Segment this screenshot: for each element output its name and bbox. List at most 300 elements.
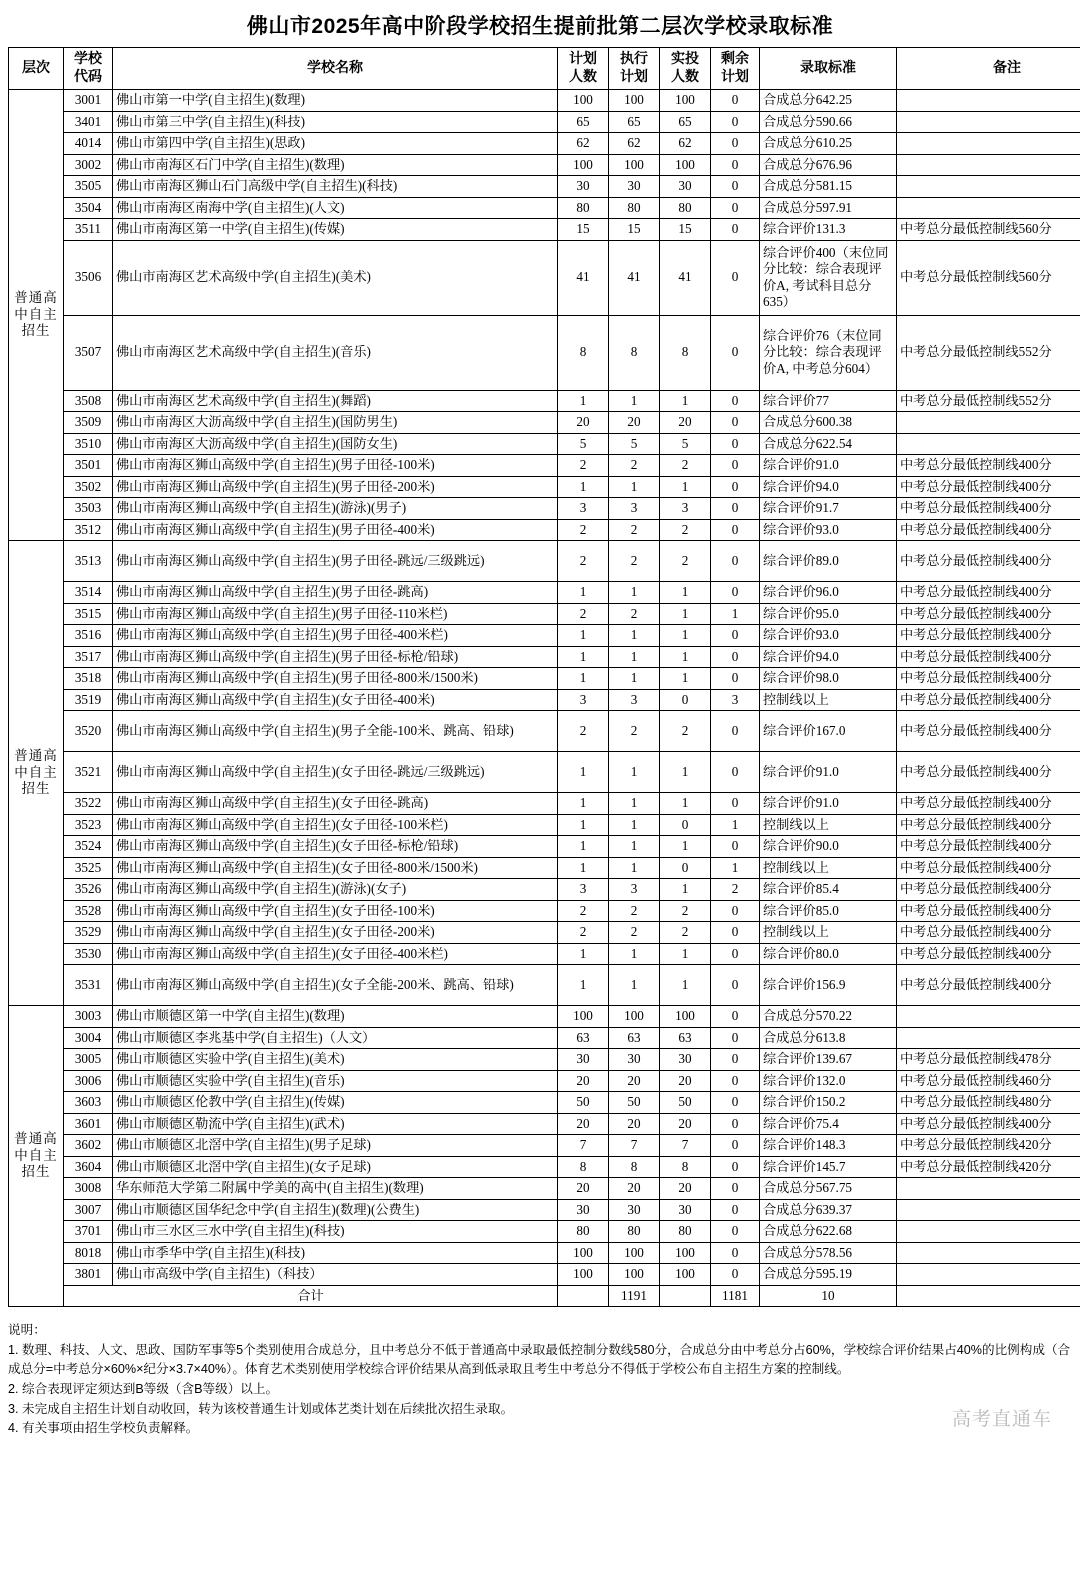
school-code: 3512 <box>64 519 113 541</box>
plan-count: 1 <box>558 814 609 836</box>
plan-count: 100 <box>558 1242 609 1264</box>
row-note: 中考总分最低控制线400分 <box>897 814 1080 836</box>
school-name: 佛山市南海区艺术高级中学(自主招生)(音乐) <box>113 315 558 390</box>
admission-standard: 合成总分622.68 <box>760 1221 897 1243</box>
row-note <box>897 1027 1080 1049</box>
exec-count: 100 <box>609 1242 660 1264</box>
plan-count: 63 <box>558 1027 609 1049</box>
total-label: 合计 <box>64 1285 558 1307</box>
school-name: 佛山市第四中学(自主招生)(思政) <box>113 133 558 155</box>
left-count: 0 <box>711 1242 760 1264</box>
header-real-line2: 人数 <box>671 69 699 85</box>
header-code-line1: 学校 <box>74 52 102 67</box>
note-item: 4. 有关事项由招生学校负责解释。 <box>8 1421 199 1436</box>
left-count: 0 <box>711 498 760 520</box>
school-code: 3501 <box>64 455 113 477</box>
admission-standard: 综合评价167.0 <box>760 711 897 752</box>
table-row <box>9 1070 1080 1092</box>
plan-count: 1 <box>558 965 609 1006</box>
school-code: 4014 <box>64 133 113 155</box>
table-row <box>9 240 1080 315</box>
plan-count: 1 <box>558 476 609 498</box>
real-count: 2 <box>660 455 711 477</box>
table-row <box>9 836 1080 858</box>
admission-standard: 控制线以上 <box>760 814 897 836</box>
table-row <box>9 646 1080 668</box>
left-count: 3 <box>711 689 760 711</box>
plan-count: 100 <box>558 1006 609 1028</box>
admission-standard: 综合评价85.0 <box>760 900 897 922</box>
exec-count: 7 <box>609 1135 660 1157</box>
school-code: 3504 <box>64 197 113 219</box>
left-count: 2 <box>711 879 760 901</box>
left-count: 0 <box>711 541 760 582</box>
header-left-line2: 计划 <box>721 69 749 85</box>
real-count: 1 <box>660 836 711 858</box>
real-count: 8 <box>660 315 711 390</box>
row-note: 中考总分最低控制线400分 <box>897 836 1080 858</box>
tier-group-label: 普通高中自主招生 <box>9 541 64 1006</box>
real-count: 1 <box>660 668 711 690</box>
school-name: 佛山市南海区狮山石门高级中学(自主招生)(科技) <box>113 176 558 198</box>
row-note <box>897 1199 1080 1221</box>
admission-standard: 合成总分595.19 <box>760 1264 897 1286</box>
school-name: 佛山市南海区狮山高级中学(自主招生)(游泳)(男子) <box>113 498 558 520</box>
real-count: 41 <box>660 240 711 315</box>
exec-count: 2 <box>609 922 660 944</box>
header-exec-line2: 计划 <box>620 69 648 85</box>
admission-standard: 合成总分567.75 <box>760 1178 897 1200</box>
admission-standard: 合成总分590.66 <box>760 111 897 133</box>
exec-count: 30 <box>609 1199 660 1221</box>
left-count: 0 <box>711 1027 760 1049</box>
row-note: 中考总分最低控制线400分 <box>897 519 1080 541</box>
exec-count: 1 <box>609 836 660 858</box>
tier-group-label: 普通高中自主招生 <box>9 90 64 541</box>
row-note <box>897 1006 1080 1028</box>
school-name: 佛山市南海区狮山高级中学(自主招生)(男子田径-400米) <box>113 519 558 541</box>
real-count: 15 <box>660 219 711 241</box>
exec-count: 63 <box>609 1027 660 1049</box>
table-row <box>9 1242 1080 1264</box>
row-note: 中考总分最低控制线400分 <box>897 965 1080 1006</box>
table-row <box>9 1199 1080 1221</box>
real-count: 0 <box>660 689 711 711</box>
school-code: 3601 <box>64 1113 113 1135</box>
left-count: 0 <box>711 1049 760 1071</box>
exec-count: 30 <box>609 176 660 198</box>
row-note: 中考总分最低控制线480分 <box>897 1092 1080 1114</box>
real-count: 80 <box>660 1221 711 1243</box>
real-count: 0 <box>660 857 711 879</box>
left-count: 0 <box>711 922 760 944</box>
table-row <box>9 1135 1080 1157</box>
school-code: 3510 <box>64 433 113 455</box>
plan-count: 2 <box>558 922 609 944</box>
admission-standard: 控制线以上 <box>760 689 897 711</box>
left-count: 0 <box>711 625 760 647</box>
admission-standard: 综合评价400（末位同分比较：综合表现评价A, 考试科目总分635） <box>760 240 897 315</box>
header-row <box>9 48 1080 90</box>
school-name: 佛山市顺德区伦教中学(自主招生)(传媒) <box>113 1092 558 1114</box>
admission-standard: 控制线以上 <box>760 857 897 879</box>
exec-count: 2 <box>609 541 660 582</box>
table-row <box>9 455 1080 477</box>
row-note <box>897 133 1080 155</box>
real-count: 65 <box>660 111 711 133</box>
row-note: 中考总分最低控制线400分 <box>897 498 1080 520</box>
plan-count: 80 <box>558 197 609 219</box>
real-count: 30 <box>660 1049 711 1071</box>
total-standard <box>897 1285 1080 1307</box>
exec-count: 30 <box>609 1049 660 1071</box>
plan-count: 30 <box>558 1049 609 1071</box>
left-count: 0 <box>711 1092 760 1114</box>
total-left: 10 <box>760 1285 897 1307</box>
plan-count: 20 <box>558 1178 609 1200</box>
school-code: 3526 <box>64 879 113 901</box>
row-note: 中考总分最低控制线560分 <box>897 219 1080 241</box>
table-row <box>9 1006 1080 1028</box>
plan-count: 2 <box>558 711 609 752</box>
admission-standard: 合成总分570.22 <box>760 1006 897 1028</box>
plan-count: 20 <box>558 1070 609 1092</box>
plan-count: 1 <box>558 943 609 965</box>
school-code: 3515 <box>64 603 113 625</box>
exec-count: 1 <box>609 625 660 647</box>
real-count: 1 <box>660 752 711 793</box>
total-row <box>9 1285 1080 1307</box>
plan-count: 1 <box>558 752 609 793</box>
table-row <box>9 879 1080 901</box>
table-row <box>9 857 1080 879</box>
left-count: 0 <box>711 711 760 752</box>
left-count: 0 <box>711 646 760 668</box>
left-count: 0 <box>711 315 760 390</box>
school-name: 佛山市南海区南海中学(自主招生)(人文) <box>113 197 558 219</box>
row-note: 中考总分最低控制线400分 <box>897 603 1080 625</box>
notes-list <box>8 1341 1072 1438</box>
exec-count: 1 <box>609 476 660 498</box>
table-row <box>9 814 1080 836</box>
table-row <box>9 541 1080 582</box>
row-note: 中考总分最低控制线560分 <box>897 240 1080 315</box>
admission-standard: 合成总分622.54 <box>760 433 897 455</box>
left-count: 0 <box>711 476 760 498</box>
exec-count: 80 <box>609 1221 660 1243</box>
admission-standard: 综合评价94.0 <box>760 646 897 668</box>
school-code: 3519 <box>64 689 113 711</box>
header-school-name: 学校名称 <box>113 48 558 90</box>
exec-count: 65 <box>609 111 660 133</box>
school-name: 佛山市南海区狮山高级中学(自主招生)(男子田径-标枪/铅球) <box>113 646 558 668</box>
left-count: 0 <box>711 240 760 315</box>
left-count: 0 <box>711 668 760 690</box>
row-note <box>897 154 1080 176</box>
real-count: 2 <box>660 922 711 944</box>
row-note: 中考总分最低控制线400分 <box>897 857 1080 879</box>
exec-count: 1 <box>609 646 660 668</box>
real-count: 100 <box>660 1242 711 1264</box>
row-note: 中考总分最低控制线552分 <box>897 315 1080 390</box>
row-note: 中考总分最低控制线400分 <box>897 625 1080 647</box>
left-count: 0 <box>711 154 760 176</box>
header-left <box>711 48 760 90</box>
real-count: 3 <box>660 498 711 520</box>
header-plan-line2: 人数 <box>569 69 597 85</box>
left-count: 0 <box>711 1178 760 1200</box>
school-code: 3524 <box>64 836 113 858</box>
admission-standard: 合成总分642.25 <box>760 90 897 112</box>
row-note: 中考总分最低控制线400分 <box>897 922 1080 944</box>
school-name: 佛山市南海区狮山高级中学(自主招生)(男子田径-800米/1500米) <box>113 668 558 690</box>
exec-count: 15 <box>609 219 660 241</box>
header-exec-line1: 执行 <box>620 52 648 67</box>
notes-section <box>8 1321 1072 1438</box>
real-count: 30 <box>660 1199 711 1221</box>
exec-count: 3 <box>609 879 660 901</box>
left-count: 0 <box>711 1006 760 1028</box>
school-name: 佛山市南海区第一中学(自主招生)(传媒) <box>113 219 558 241</box>
row-note: 中考总分最低控制线400分 <box>897 711 1080 752</box>
school-code: 3401 <box>64 111 113 133</box>
exec-count: 8 <box>609 315 660 390</box>
plan-count: 2 <box>558 603 609 625</box>
table-row <box>9 900 1080 922</box>
row-note: 中考总分最低控制线400分 <box>897 455 1080 477</box>
admission-standard: 综合评价77 <box>760 390 897 412</box>
table-row <box>9 315 1080 390</box>
real-count: 1 <box>660 793 711 815</box>
real-count: 2 <box>660 519 711 541</box>
plan-count: 8 <box>558 1156 609 1178</box>
table-row <box>9 1156 1080 1178</box>
exec-count: 3 <box>609 498 660 520</box>
note-item: 3. 未完成自主招生计划自动收回，转为该校普通生计划或体艺类计划在后续批次招生录取。 <box>8 1401 514 1416</box>
admission-standard: 综合评价132.0 <box>760 1070 897 1092</box>
admission-standard: 综合评价91.7 <box>760 498 897 520</box>
real-count: 8 <box>660 1156 711 1178</box>
exec-count: 1 <box>609 814 660 836</box>
exec-count: 41 <box>609 240 660 315</box>
admission-standard: 合成总分600.38 <box>760 412 897 434</box>
real-count: 1 <box>660 390 711 412</box>
table-row <box>9 1092 1080 1114</box>
left-count: 1 <box>711 603 760 625</box>
admission-standard: 综合评价76（末位同分比较：综合表现评价A, 中考总分604） <box>760 315 897 390</box>
table-row <box>9 412 1080 434</box>
school-name: 佛山市南海区狮山高级中学(自主招生)(游泳)(女子) <box>113 879 558 901</box>
header-code <box>64 48 113 90</box>
school-code: 3701 <box>64 1221 113 1243</box>
admission-standard: 合成总分610.25 <box>760 133 897 155</box>
school-name: 佛山市第三中学(自主招生)(科技) <box>113 111 558 133</box>
school-code: 3518 <box>64 668 113 690</box>
table-row <box>9 625 1080 647</box>
exec-count: 80 <box>609 197 660 219</box>
admission-standard: 合成总分639.37 <box>760 1199 897 1221</box>
row-note: 中考总分最低控制线400分 <box>897 646 1080 668</box>
admission-standard: 综合评价96.0 <box>760 582 897 604</box>
page-title: 佛山市2025年高中阶段学校招生提前批第二层次学校录取标准 <box>246 15 834 38</box>
exec-count: 2 <box>609 455 660 477</box>
school-name: 佛山市南海区狮山高级中学(自主招生)(女子田径-400米栏) <box>113 943 558 965</box>
row-note <box>897 1221 1080 1243</box>
admission-standard: 综合评价93.0 <box>760 519 897 541</box>
table-row <box>9 752 1080 793</box>
row-note <box>897 412 1080 434</box>
exec-count: 50 <box>609 1092 660 1114</box>
school-name: 佛山市南海区狮山高级中学(自主招生)(女子田径-400米) <box>113 689 558 711</box>
school-name: 佛山市南海区狮山高级中学(自主招生)(男子田径-400米栏) <box>113 625 558 647</box>
table-header <box>9 48 1080 90</box>
real-count: 20 <box>660 412 711 434</box>
header-real <box>660 48 711 90</box>
plan-count: 1 <box>558 582 609 604</box>
left-count: 0 <box>711 433 760 455</box>
school-name: 佛山市顺德区实验中学(自主招生)(美术) <box>113 1049 558 1071</box>
table-row <box>9 154 1080 176</box>
admission-standard: 综合评价150.2 <box>760 1092 897 1114</box>
school-code: 3517 <box>64 646 113 668</box>
admission-standard: 综合评价85.4 <box>760 879 897 901</box>
school-name: 佛山市南海区狮山高级中学(自主招生)(女子田径-100米栏) <box>113 814 558 836</box>
plan-count: 1 <box>558 646 609 668</box>
plan-count: 1 <box>558 668 609 690</box>
real-count: 62 <box>660 133 711 155</box>
table-row <box>9 90 1080 112</box>
real-count: 100 <box>660 1006 711 1028</box>
left-count: 0 <box>711 1113 760 1135</box>
row-note <box>897 1264 1080 1286</box>
table-row <box>9 711 1080 752</box>
admission-standard: 综合评价75.4 <box>760 1113 897 1135</box>
real-count: 80 <box>660 197 711 219</box>
row-note <box>897 1242 1080 1264</box>
table-row <box>9 476 1080 498</box>
school-name: 佛山市南海区狮山高级中学(自主招生)(男子全能-100米、跳高、铅球) <box>113 711 558 752</box>
school-name: 佛山市南海区艺术高级中学(自主招生)(美术) <box>113 240 558 315</box>
row-note: 中考总分最低控制线552分 <box>897 390 1080 412</box>
school-code: 3604 <box>64 1156 113 1178</box>
plan-count: 50 <box>558 1092 609 1114</box>
plan-count: 1 <box>558 390 609 412</box>
exec-count: 20 <box>609 412 660 434</box>
school-name: 佛山市顺德区勒流中学(自主招生)(武术) <box>113 1113 558 1135</box>
exec-count: 5 <box>609 433 660 455</box>
real-count: 30 <box>660 176 711 198</box>
table-row <box>9 793 1080 815</box>
left-count: 0 <box>711 219 760 241</box>
table-row <box>9 1221 1080 1243</box>
left-count: 0 <box>711 1070 760 1092</box>
school-code: 3506 <box>64 240 113 315</box>
table-row <box>9 176 1080 198</box>
left-count: 1 <box>711 857 760 879</box>
real-count: 5 <box>660 433 711 455</box>
school-name: 佛山市南海区狮山高级中学(自主招生)(男子田径-110米栏) <box>113 603 558 625</box>
table-row <box>9 197 1080 219</box>
admission-standard: 合成总分578.56 <box>760 1242 897 1264</box>
school-name: 佛山市顺德区实验中学(自主招生)(音乐) <box>113 1070 558 1092</box>
total-real: 1181 <box>711 1285 760 1307</box>
admission-standard: 综合评价139.67 <box>760 1049 897 1071</box>
exec-count: 100 <box>609 1006 660 1028</box>
admission-standard: 综合评价91.0 <box>760 752 897 793</box>
header-standard: 录取标准 <box>760 48 897 90</box>
school-code: 3513 <box>64 541 113 582</box>
row-note <box>897 90 1080 112</box>
row-note: 中考总分最低控制线400分 <box>897 541 1080 582</box>
admission-standard: 综合评价95.0 <box>760 603 897 625</box>
plan-count: 1 <box>558 857 609 879</box>
left-count: 0 <box>711 582 760 604</box>
school-name: 佛山市三水区三水中学(自主招生)(科技) <box>113 1221 558 1243</box>
row-note: 中考总分最低控制线478分 <box>897 1049 1080 1071</box>
school-code: 3505 <box>64 176 113 198</box>
left-count: 0 <box>711 455 760 477</box>
plan-count: 100 <box>558 154 609 176</box>
real-count: 20 <box>660 1178 711 1200</box>
header-plan <box>558 48 609 90</box>
exec-count: 62 <box>609 133 660 155</box>
table-row <box>9 668 1080 690</box>
school-name: 佛山市季华中学(自主招生)(科技) <box>113 1242 558 1264</box>
row-note: 中考总分最低控制线420分 <box>897 1156 1080 1178</box>
tier-group-label: 普通高中自主招生 <box>9 1006 64 1307</box>
school-code: 3503 <box>64 498 113 520</box>
table-row <box>9 219 1080 241</box>
plan-count: 5 <box>558 433 609 455</box>
school-name: 佛山市南海区狮山高级中学(自主招生)(女子田径-200米) <box>113 922 558 944</box>
admission-standard: 综合评价91.0 <box>760 793 897 815</box>
admission-standard: 综合评价90.0 <box>760 836 897 858</box>
admission-standard: 综合评价98.0 <box>760 668 897 690</box>
table-row <box>9 689 1080 711</box>
exec-count: 20 <box>609 1113 660 1135</box>
real-count: 1 <box>660 582 711 604</box>
school-code: 3531 <box>64 965 113 1006</box>
real-count: 1 <box>660 476 711 498</box>
plan-count: 1 <box>558 625 609 647</box>
left-count: 0 <box>711 793 760 815</box>
plan-count: 2 <box>558 900 609 922</box>
left-count: 0 <box>711 1199 760 1221</box>
table-row <box>9 1027 1080 1049</box>
admission-standard: 综合评价80.0 <box>760 943 897 965</box>
exec-count: 100 <box>609 1264 660 1286</box>
left-count: 0 <box>711 836 760 858</box>
plan-count: 15 <box>558 219 609 241</box>
school-code: 3523 <box>64 814 113 836</box>
school-name: 佛山市南海区狮山高级中学(自主招生)(男子田径-100米) <box>113 455 558 477</box>
school-code: 3002 <box>64 154 113 176</box>
school-code: 3007 <box>64 1199 113 1221</box>
admission-standard: 综合评价156.9 <box>760 965 897 1006</box>
real-count: 20 <box>660 1070 711 1092</box>
school-code: 3525 <box>64 857 113 879</box>
exec-count: 1 <box>609 965 660 1006</box>
row-note <box>897 111 1080 133</box>
exec-count: 8 <box>609 1156 660 1178</box>
left-count: 0 <box>711 111 760 133</box>
admission-standard: 综合评价148.3 <box>760 1135 897 1157</box>
school-code: 3522 <box>64 793 113 815</box>
real-count: 63 <box>660 1027 711 1049</box>
header-left-line1: 剩余 <box>721 52 749 67</box>
table-row <box>9 582 1080 604</box>
plan-count: 30 <box>558 176 609 198</box>
